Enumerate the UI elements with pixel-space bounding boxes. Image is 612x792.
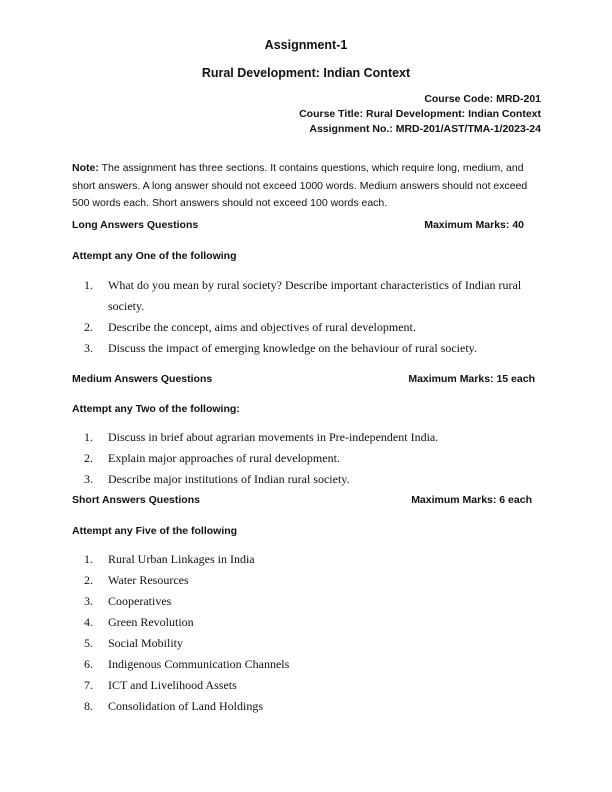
item-number: 3. bbox=[84, 472, 93, 486]
item-number: 1. bbox=[84, 552, 93, 566]
course-code: Course Code: MRD-201 bbox=[424, 93, 541, 105]
item-number: 5. bbox=[84, 636, 93, 650]
list-item bbox=[84, 696, 534, 717]
list-item bbox=[84, 612, 534, 633]
list-item bbox=[84, 427, 534, 448]
list-item bbox=[84, 633, 534, 654]
item-text: Green Revolution bbox=[108, 615, 194, 629]
item-text: Discuss in brief about agrarian movements in Pre-independent India. bbox=[108, 430, 439, 444]
course-title: Course Title: Rural Development: Indian Context bbox=[299, 108, 541, 120]
item-number: 8. bbox=[84, 699, 93, 713]
short-question-list bbox=[84, 549, 534, 717]
page-title: Assignment-1 bbox=[264, 38, 348, 52]
list-item bbox=[84, 317, 534, 338]
item-number: 6. bbox=[84, 657, 93, 671]
item-number: 1. bbox=[84, 430, 93, 444]
item-number: 4. bbox=[84, 615, 93, 629]
item-number: 3. bbox=[84, 594, 93, 608]
item-text: ICT and Livelihood Assets bbox=[108, 678, 237, 692]
item-text: What do you mean by rural society? Describe important characteristics of Indian rural society. bbox=[108, 278, 522, 313]
list-item bbox=[84, 675, 534, 696]
list-item bbox=[84, 570, 534, 591]
short-section-marks: Maximum Marks: 6 each bbox=[411, 494, 532, 506]
long-instruction: Attempt any One of the following bbox=[72, 250, 237, 262]
list-item bbox=[84, 591, 534, 612]
item-text: Describe major institutions of Indian rural society. bbox=[108, 472, 350, 486]
list-item bbox=[84, 275, 534, 317]
item-text: Consolidation of Land Holdings bbox=[108, 699, 263, 713]
list-item bbox=[84, 469, 534, 490]
item-text: Indigenous Communication Channels bbox=[108, 657, 290, 671]
long-section-marks: Maximum Marks: 40 bbox=[424, 219, 524, 231]
item-text: Water Resources bbox=[108, 573, 189, 587]
item-number: 3. bbox=[84, 341, 93, 355]
item-text: Explain major approaches of rural development. bbox=[108, 451, 340, 465]
item-number: 2. bbox=[84, 451, 93, 465]
list-item bbox=[84, 654, 534, 675]
item-text: Social Mobility bbox=[108, 636, 183, 650]
item-text: Cooperatives bbox=[108, 594, 172, 608]
item-number: 7. bbox=[84, 678, 93, 692]
medium-section-marks: Maximum Marks: 15 each bbox=[408, 373, 535, 385]
note-label: Note: bbox=[72, 162, 99, 174]
list-item bbox=[84, 338, 534, 359]
short-instruction: Attempt any Five of the following bbox=[72, 525, 238, 537]
course-meta bbox=[299, 92, 541, 137]
item-text: Describe the concept, aims and objectives of rural development. bbox=[108, 320, 416, 334]
short-section-heading: Short Answers Questions bbox=[72, 494, 200, 506]
item-number: 2. bbox=[84, 573, 93, 587]
item-text: Rural Urban Linkages in India bbox=[108, 552, 255, 566]
medium-question-list bbox=[84, 427, 534, 490]
list-item bbox=[84, 549, 534, 570]
assignment-number: Assignment No.: MRD-201/AST/TMA-1/2023-24 bbox=[309, 123, 541, 135]
medium-section-heading: Medium Answers Questions bbox=[72, 373, 213, 385]
long-section-header bbox=[72, 219, 532, 235]
short-section-header bbox=[72, 494, 532, 510]
long-section-heading: Long Answers Questions bbox=[72, 219, 199, 231]
note-text: The assignment has three sections. It contains questions, which require long, medium, and short answers. A long answer should not exceed 1000 words. Medium answers should not exceed 500 words each. Short answers should not exceed 100 words each. bbox=[72, 162, 528, 209]
item-text: Discuss the impact of emerging knowledge on the behaviour of rural society. bbox=[108, 341, 477, 355]
list-item bbox=[84, 448, 534, 469]
page-subtitle: Rural Development: Indian Context bbox=[201, 66, 411, 80]
item-number: 2. bbox=[84, 320, 93, 334]
long-question-list bbox=[84, 275, 534, 359]
assignment-note bbox=[72, 160, 542, 213]
item-number: 1. bbox=[84, 278, 93, 292]
medium-instruction: Attempt any Two of the following: bbox=[72, 403, 240, 415]
medium-section-header bbox=[72, 373, 535, 389]
